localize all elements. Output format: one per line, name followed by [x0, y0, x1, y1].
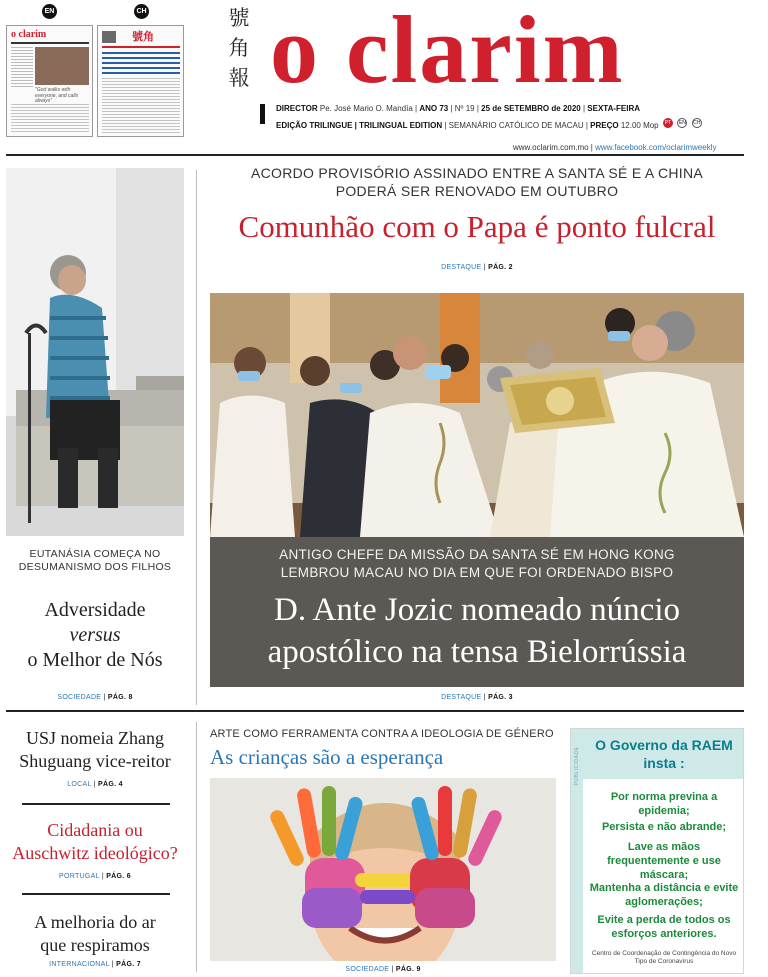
ad-item: Persista e não abrande;: [601, 821, 727, 833]
bottom-center-kicker: ARTE COMO FERRAMENTA CONTRA A IDEOLOGIA DE GÉNERO: [210, 728, 554, 740]
edition-thumbnail-ch[interactable]: [97, 25, 184, 137]
thumbnail-text-block: [102, 78, 180, 134]
thumbnail-logo: 號角: [132, 31, 154, 43]
bottom-left-story-headline[interactable]: Cidadania ou Auschwitz ideológico?: [12, 820, 178, 863]
lead-story-kicker: ACORDO PROVISÓRIO ASSINADO ENTRE A SANTA SÉ E A CHINA PODERÁ SER RENOVADO EM OUTUBRO: [250, 165, 704, 199]
bottom-left-story-page-ref[interactable]: PORTUGAL | PÁG. 6: [59, 873, 131, 880]
children-photo[interactable]: [210, 778, 556, 961]
cjk-title-char: 報: [228, 66, 250, 90]
web-links: www.oclarim.com.mo | www.facebook.com/oclarimweekly: [513, 143, 717, 152]
thumbnail-photo: [35, 47, 89, 85]
left-story-headline[interactable]: Adversidade versus o Melhor de Nós: [27, 599, 163, 671]
language-mark: EN: [678, 120, 686, 126]
story-divider: [22, 893, 170, 895]
ordination-scene: [210, 293, 744, 537]
government-ad[interactable]: [570, 728, 744, 974]
left-story-photo[interactable]: [6, 168, 184, 536]
ad-footer: Centro de Coordenação de Contingência do Novo Tipo de Coronavírus: [591, 950, 737, 965]
ad-vertical-label: PUBLICIDADE: [574, 746, 580, 786]
thumbnail-headline: [102, 52, 180, 74]
language-mark: CH: [693, 120, 701, 126]
ordination-photo[interactable]: [210, 293, 744, 537]
ad-item: Mantenha a distância e evite aglomerações;: [589, 882, 739, 908]
photo-story-page-ref[interactable]: DESTAQUE | PÁG. 3: [441, 694, 513, 701]
masthead-rule: [6, 154, 744, 156]
elderly-woman-photo: [6, 168, 184, 536]
lead-story-page-ref[interactable]: DESTAQUE | PÁG. 2: [441, 264, 513, 271]
lead-story-headline[interactable]: Comunhão com o Papa é ponto fulcral: [238, 209, 716, 244]
masthead-info-line: DIRECTOR Pe. José Mario O. Mandía | ANO 73 | Nº 19 | 25 de SETEMBRO de 2020 | SEXTA-FEIRA: [276, 104, 641, 113]
thumbnail-logo: o clarim: [11, 29, 47, 40]
masthead-edition-line: EDIÇÃO TRILINGUE | TRILINGUAL EDITION | SEMANÁRIO CATÓLICO DE MACAU | PREÇO 12.00 Mop: [276, 121, 659, 130]
column-divider: [196, 722, 197, 972]
thumbnail-rule: [11, 42, 89, 44]
photo-story-caption[interactable]: [210, 537, 744, 687]
photo-story-headline: D. Ante Jozic nomeado núncio apostólico na tensa Bielorrússia: [267, 592, 687, 671]
left-story-page-ref[interactable]: SOCIEDADE | PÁG. 8: [57, 694, 133, 701]
thumbnail-text-block: [11, 47, 33, 87]
edition-badge-ch[interactable]: CH: [134, 4, 149, 19]
bottom-left-story-page-ref[interactable]: LOCAL | PÁG. 4: [67, 781, 123, 788]
ad-title: O Governo da RAEM insta :: [583, 729, 744, 779]
ad-item: Por norma previna a epidemia;: [610, 791, 718, 817]
ad-item: Evite a perda de todos os esforços anteriores.: [597, 914, 731, 940]
bottom-center-page-ref[interactable]: SOCIEDADE | PÁG. 9: [345, 966, 421, 973]
cjk-title-char: 角: [228, 36, 250, 60]
masthead-marker: [260, 104, 265, 124]
language-mark: PT: [664, 120, 672, 126]
bottom-left-story-headline[interactable]: USJ nomeia Zhang Shuguang vice-reitor: [19, 728, 171, 771]
thumbnail-rule: [102, 46, 180, 48]
section-rule: [6, 710, 744, 712]
edition-thumbnail-en[interactable]: [6, 25, 93, 137]
story-divider: [22, 803, 170, 805]
edition-badge-en[interactable]: EN: [42, 4, 57, 19]
thumbnail-photo: [102, 31, 116, 43]
cjk-title-char: 號: [228, 6, 250, 30]
bottom-center-headline[interactable]: As crianças são a esperança: [210, 745, 444, 769]
photo-story-kicker: ANTIGO CHEFE DA MISSÃO DA SANTA SÉ EM HONG KONG LEMBROU MACAU NO DIA EM QUE FOI ORDENADO BISPO: [279, 547, 675, 580]
column-divider: [196, 170, 197, 705]
facebook-link[interactable]: www.facebook.com/oclarimweekly: [595, 143, 717, 152]
ad-item: Lave as mãos frequentemente e use máscara;: [607, 841, 721, 881]
painted-hands-child: [210, 778, 556, 961]
thumbnail-text-block: [11, 104, 89, 134]
thumbnail-quote: "God walks with everyone, and calls always": [35, 87, 79, 104]
bottom-left-story-headline[interactable]: A melhoria do ar que respiramos: [34, 912, 156, 955]
left-story-kicker: EUTANÁSIA COMEÇA NO DESUMANISMO DOS FILHOS: [18, 548, 172, 574]
newspaper-logo: o clarim: [270, 0, 625, 103]
language-marks: [663, 111, 702, 129]
bottom-left-story-page-ref[interactable]: INTERNACIONAL | PÁG. 7: [49, 961, 141, 968]
website-link[interactable]: www.oclarim.com.mo: [513, 143, 589, 152]
